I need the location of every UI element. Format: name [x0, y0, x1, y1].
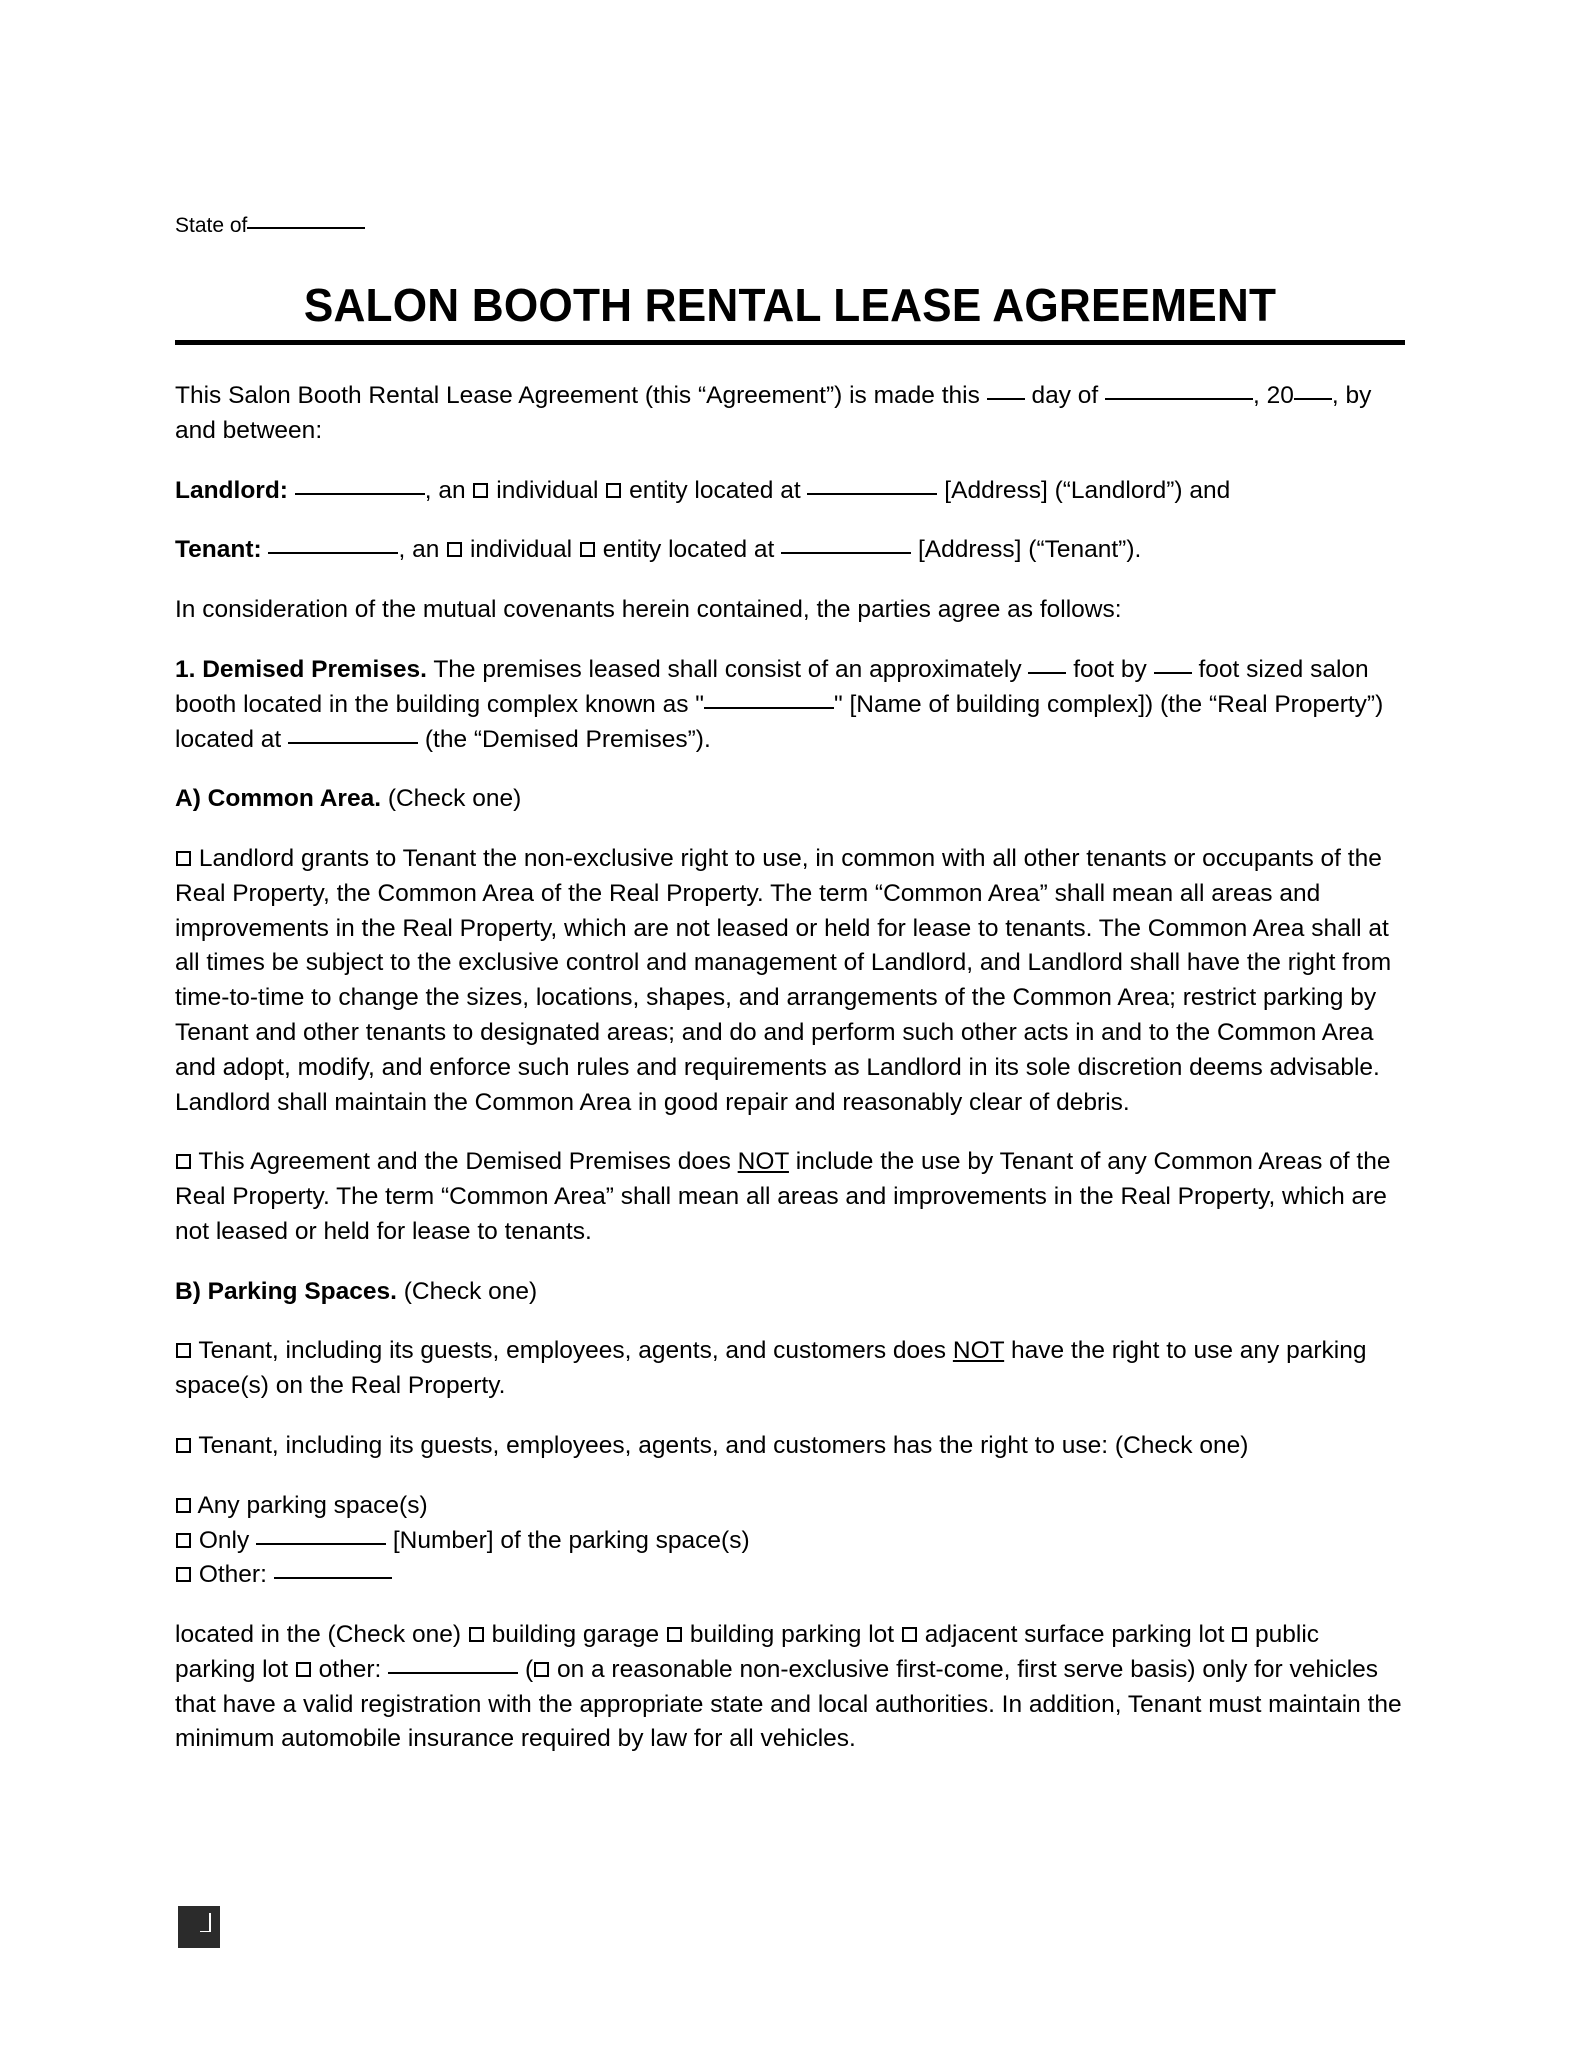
- booth-width-blank[interactable]: [1028, 672, 1066, 674]
- parking-location-paren: (: [524, 1655, 534, 1683]
- parking-only-label: Only: [198, 1526, 250, 1554]
- list-item: [175, 1558, 1405, 1593]
- parking-building-lot-checkbox[interactable]: [667, 1627, 682, 1642]
- common-area-heading-line: [175, 782, 1405, 817]
- tenant-label: Tenant:: [175, 536, 262, 564]
- parking-option-1-checkbox[interactable]: [176, 1343, 191, 1358]
- parking-option-2-checkbox[interactable]: [176, 1438, 191, 1453]
- landlord-individual-label: individual: [496, 476, 599, 504]
- intro-text-3: 20: [1266, 382, 1294, 410]
- parking-building-lot-label: building parking lot: [689, 1621, 895, 1649]
- parking-only-number-checkbox[interactable]: [176, 1533, 191, 1548]
- parking-other-label: Other:: [198, 1561, 267, 1589]
- section-1-text-3: foot sized salon booth located in the building complex known as ": [175, 655, 1369, 718]
- parking-building-garage-checkbox[interactable]: [469, 1627, 484, 1642]
- document-content: [175, 212, 1405, 1782]
- legal-templates-logo: [178, 1906, 220, 1948]
- tenant-entity-checkbox[interactable]: [580, 542, 595, 557]
- parking-number-tag: [Number] of the parking space(s): [392, 1526, 750, 1554]
- landlord-entity-checkbox[interactable]: [606, 483, 621, 498]
- intro-paragraph: This Salon Booth Rental Lease Agreement (this “Agreement”) is made this day of , 20 , by and between:: [175, 382, 1372, 444]
- state-of-label: State of: [175, 214, 248, 237]
- tenant-line: [175, 533, 1405, 568]
- list-item: [175, 1489, 1405, 1524]
- day-blank[interactable]: [987, 398, 1025, 400]
- parking-adjacent-surface-label: adjacent surface parking lot: [924, 1621, 1225, 1649]
- section-1-text-5: (the “Demised Premises”).: [424, 725, 711, 753]
- parking-any-space-checkbox[interactable]: [176, 1498, 191, 1513]
- landlord-entity-label: entity located at: [629, 476, 801, 504]
- parking-option-1-text-a: Tenant, including its guests, employees, agents, and customers does: [198, 1337, 947, 1365]
- common-area-option-2-text-a: This Agreement and the Demised Premises does: [198, 1148, 731, 1176]
- section-1-text-1: The premises leased shall consist of an approximately: [433, 655, 1022, 683]
- list-item: [175, 1524, 1405, 1559]
- common-area-option-1-text: Landlord grants to Tenant the non-exclusive right to use, in common with all other tenants or occupants of the Real Property, the Common Area of the Real Property. The term “Common Area” shall mean all areas and improvements in the Real Property, which are not leased or held for lease to tenants. The Common Area shall at all times be subject to the exclusive control and management of Landlord, and Landlord shall have the right from time-to-time to change the sizes, locations, shapes, and arrangements of the Common Area; restrict parking by Tenant and other tenants to designated areas; and do and perform such other acts in and to the Common Area and adopt, modify, and enforce such rules and requirements as Landlord in its sole discretion deems advisable. Landlord shall maintain the Common Area in good repair and reasonably clear of debris.: [175, 845, 1392, 1116]
- parking-location-other-label: other:: [318, 1655, 382, 1683]
- section-1-demised-premises: [175, 653, 1405, 757]
- parking-any-space-label: Any parking space(s): [197, 1491, 428, 1519]
- parking-option-1-not: NOT: [952, 1337, 1005, 1365]
- parking-location-text-8: on a reasonable non-exclusive first-come, first serve basis) only for vehicles that have a valid registration with the appropriate state and local authorities. In addition, Tenant must maintain the minimum automobile insurance required by law for all vehicles.: [175, 1655, 1402, 1753]
- booth-length-blank[interactable]: [1154, 672, 1192, 674]
- landlord-label: Landlord:: [175, 476, 288, 504]
- common-area-option-2-text-b: include the use by Tenant of any Common Areas of the Real Property. The term “Common Area” shall mean all areas and improvements in the Real Property, which are not leased or held for lease to tenants.: [175, 1148, 1391, 1245]
- real-property-address-blank[interactable]: [288, 742, 418, 744]
- common-area-option-2-checkbox[interactable]: [176, 1154, 191, 1169]
- tenant-entity-label: entity located at: [602, 536, 775, 564]
- consideration-paragraph: In consideration of the mutual covenants herein contained, the parties agree as follows:: [175, 596, 1122, 624]
- landlord-address-tag: [Address] (“Landlord”) and: [944, 476, 1231, 504]
- intro-text-2: day of: [1031, 382, 1099, 410]
- state-blank[interactable]: [247, 227, 365, 229]
- common-area-option-2: [175, 1145, 1405, 1249]
- section-1-text-4: " [Name of building complex]) (the “Real Property”) located at: [175, 690, 1384, 753]
- intro-text-4: , by and between:: [175, 382, 1372, 444]
- parking-heading-line: [175, 1275, 1405, 1310]
- parking-location-paragraph: [175, 1618, 1405, 1757]
- common-area-option-1-checkbox[interactable]: [176, 851, 191, 866]
- parking-location-other-checkbox[interactable]: [296, 1662, 311, 1677]
- parking-check-one: (Check one): [403, 1277, 538, 1305]
- state-of-line: [175, 212, 1405, 239]
- parking-location-text-1: located in the (Check one): [175, 1621, 461, 1649]
- parking-option-2-text: Tenant, including its guests, employees, agents, and customers has the right to use: (Check one): [198, 1432, 1249, 1460]
- landlord-name-blank[interactable]: [295, 493, 425, 495]
- landlord-line: [175, 474, 1405, 509]
- landlord-address-blank[interactable]: [807, 493, 937, 495]
- landlord-individual-checkbox[interactable]: [473, 483, 488, 498]
- tenant-individual-checkbox[interactable]: [447, 542, 462, 557]
- landlord-sep: , an: [424, 476, 466, 504]
- parking-location-other-blank[interactable]: [388, 1672, 518, 1674]
- parking-option-1-text-b: have the right to use any parking space(s) on the Real Property.: [175, 1337, 1367, 1400]
- parking-other-blank[interactable]: [274, 1577, 392, 1579]
- common-area-heading: A) Common Area.: [175, 785, 382, 813]
- section-1-text-2: foot by: [1073, 655, 1147, 683]
- parking-other-checkbox[interactable]: [176, 1567, 191, 1582]
- parking-public-lot-checkbox[interactable]: [1232, 1627, 1247, 1642]
- section-1-heading: 1. Demised Premises.: [175, 655, 427, 683]
- parking-first-come-checkbox[interactable]: [534, 1662, 549, 1677]
- parking-number-blank[interactable]: [256, 1543, 386, 1545]
- parking-option-1: [175, 1334, 1405, 1404]
- tenant-name-blank[interactable]: [268, 552, 398, 554]
- intro-text-1: This Salon Booth Rental Lease Agreement (this “Agreement”) is made this: [175, 382, 980, 410]
- tenant-sep: , an: [398, 536, 440, 564]
- parking-heading: B) Parking Spaces.: [175, 1277, 397, 1305]
- tenant-address-blank[interactable]: [781, 552, 911, 554]
- parking-building-garage-label: building garage: [491, 1621, 660, 1649]
- month-blank[interactable]: [1105, 398, 1253, 400]
- year-blank[interactable]: [1294, 398, 1332, 400]
- tenant-individual-label: individual: [469, 536, 573, 564]
- tenant-address-tag: [Address] (“Tenant”).: [917, 536, 1142, 564]
- parking-option-2: [175, 1429, 1405, 1464]
- common-area-option-1: [175, 842, 1405, 1120]
- common-area-check-one: (Check one): [387, 785, 522, 813]
- parking-adjacent-surface-checkbox[interactable]: [902, 1627, 917, 1642]
- common-area-option-2-not: NOT: [737, 1148, 789, 1176]
- building-complex-blank[interactable]: [704, 707, 834, 709]
- parking-sub-options: [175, 1489, 1405, 1593]
- title-divider: [175, 340, 1405, 345]
- page-title: SALON BOOTH RENTAL LEASE AGREEMENT: [303, 279, 1277, 332]
- parking-public-lot-label: public parking lot: [175, 1621, 1320, 1683]
